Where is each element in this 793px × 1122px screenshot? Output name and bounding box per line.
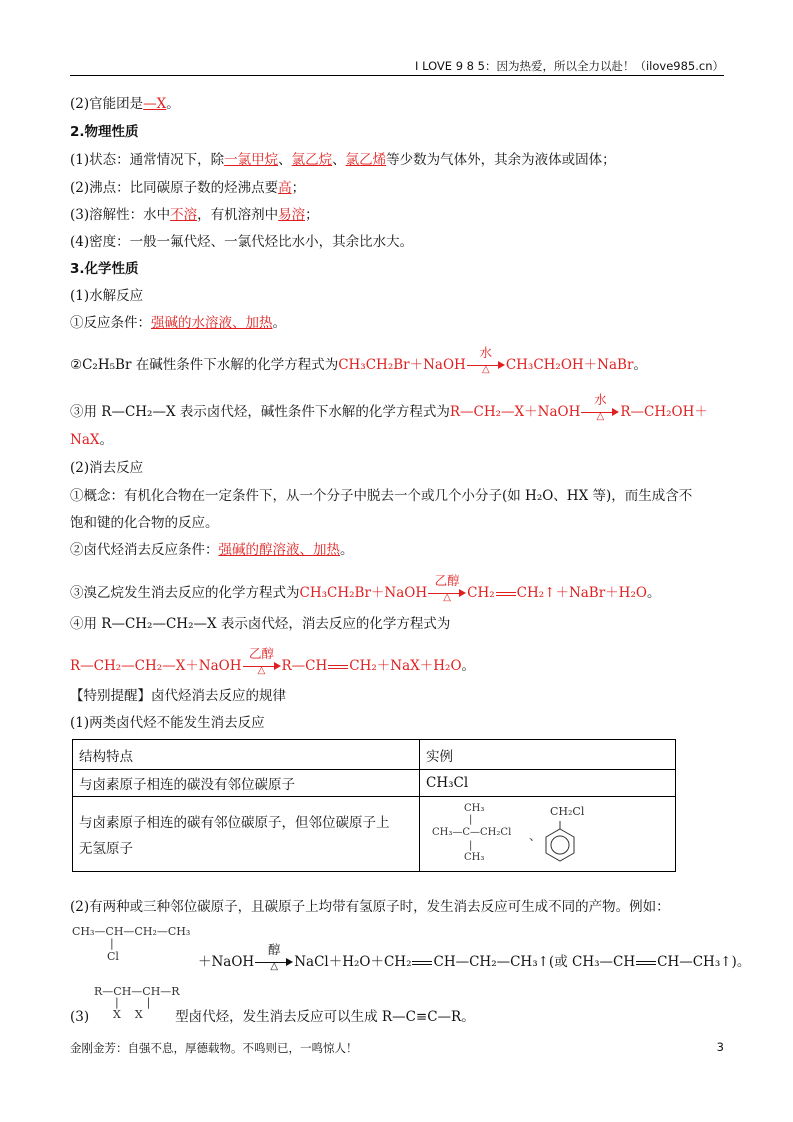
tip-2-equation: ＋NaOH 醇 △ NaCl＋H₂O＋CH₂ CH—CH₂—CH₃↑(或 CH₃—CH CH—CH₃↑)。: [198, 941, 751, 972]
section-chemical-properties-title: 3.化学性质: [70, 261, 139, 277]
elimination-title: (2)消去反应: [70, 460, 144, 476]
elimination-equation-1: ③溴乙烷发生消去反应的化学方程式为CH₃CH₂Br＋NaOH 乙醇 △ CH₂ CH₂↑＋NaBr＋H₂O。: [70, 572, 661, 603]
table-row: [73, 770, 676, 797]
elimination-equation-2-intro: ④用 R—CH₂—CH₂—X 表示卤代烃，消去反应的化学方程式为: [70, 616, 451, 632]
special-tip-title: 【特别提醒】卤代烃消去反应的规律: [70, 688, 286, 704]
page-footer: [70, 1040, 724, 1056]
table-row: [73, 797, 676, 872]
state-line: (1)状态：通常情况下，除一氯甲烷、氯乙烷、氯乙烯等少数为气体外，其余为液体或固体；: [70, 152, 616, 168]
tip-3-structure: R—CH—CH—R: [94, 985, 180, 998]
elimination-condition-line: ②卤代烃消去反应条件：强碱的醇溶液、加热。: [70, 542, 354, 558]
document-page: I LOVE 9 8 5：因为热爱，所以全力以赴！（ilove985.cn） (2)官能团是—X。 2.物理性质 (1)状态：通常情况下，除一氯甲烷、氯乙烷、氯乙烯等少数为气体外，其余为液体或固体； (2)沸点：比同碳原子数的烃沸点要高； (3)溶解性：水中不溶，有机溶剂中易溶； (4)密度：一般一氟代烃、一氯代烃比水小，其余比水大。 3.化学性质 (1)水解反应 ①反应条件：强碱的水溶液、加热。 ②C₂H₅Br 在碱性条件下水解的化学方程式为CH₃CH₂Br＋NaOH 水 △ CH₃CH₂OH＋NaBr。 ③用 R—CH₂—X 表示卤代烃，碱性条件下水解的化学方程式为R—CH₂—X＋NaOH 水 △ R—CH₂OH＋ NaX。 (2)消去反应 ①概念：有机化合物在一定条件下，从一个分子中脱去一个或几个小分子(如 H₂O、HX 等)，而生成含不 饱和键的化合物的反应。 ②卤代烃消去反应条件：强碱的醇溶液、加热。 ③溴乙烷发生消去反应的化学方程式为CH₃CH₂Br＋NaOH 乙醇 △ CH₂ CH₂↑＋NaBr＋H₂O。 ④用 R—CH₂—CH₂—X 表示卤代烃，消去反应的化学方程式为 R—CH₂—CH₂—X＋NaOH 乙醇 △ R—CH CH₂＋NaX＋H₂O。 【特别提醒】卤代烃消去反应的规律 (1)两类卤代烃不能发生消去反应 结构特点 实例 与卤素原子相连的碳没有邻位碳原子 CH₃Cl 与卤素原子相连的碳有邻位碳原子，但邻位碳原子上 无氢原子 CH₃ | CH₃—C—CH₂Cl | CH₃ 、 CH₂Cl (2)有两种或三种邻位碳原子，且碳原子上均带有氢原子时，发生消去反应可生成不同的产物。例如： CH₃—CH—CH₂—CH₃ | Cl ＋NaOH 醇 △ NaCl＋H₂O＋CH₂ CH—CH₂—CH₃↑(或 CH₃—CH CH—CH₃↑)。 R—CH—CH—R | | X X (3) 型卤代烃，发生消去反应可以生成 R—C≡C—R。 金刚金芳：自强不息，厚德载物。不鸣则已，一鸣惊人！ 3: [70, 59, 751, 1055]
tip-2-structure: CH₃—CH—CH₂—CH₃: [72, 925, 191, 938]
table-header: 实例: [420, 740, 676, 770]
density-line: (4)密度：一般一氟代烃、一氯代烃比水小，其余比水大。: [70, 234, 414, 250]
reaction-arrow-icon: 乙醇 △: [428, 587, 466, 601]
hydrolysis-equation-2-cont: NaX。: [70, 432, 113, 448]
hydrolysis-title: (1)水解反应: [70, 288, 144, 304]
table-cell: 与卤素原子相连的碳没有邻位碳原子: [73, 770, 420, 797]
page-header: I LOVE 9 8 5：因为热爱，所以全力以赴！（ilove985.cn）: [415, 59, 724, 73]
reaction-arrow-icon: 水 △: [581, 406, 619, 420]
footer-motto: 金刚金芳：自强不息，厚德载物。不鸣则已，一鸣惊人！: [70, 1041, 358, 1055]
double-bond-icon: [636, 961, 656, 965]
double-bond-icon: [496, 592, 516, 596]
header-divider: [70, 75, 724, 76]
table-cell: CH₃Cl: [420, 770, 676, 797]
hydrolysis-equation-1: ②C₂H₅Br 在碱性条件下水解的化学方程式为CH₃CH₂Br＋NaOH 水 △ CH₃CH₂OH＋NaBr。: [70, 344, 647, 375]
elimination-concept-2: 饱和键的化合物的反应。: [70, 515, 219, 531]
hydrolysis-condition-line: ①反应条件：强碱的水溶液、加热。: [70, 315, 286, 331]
solubility-line: (3)溶解性：水中不溶，有机溶剂中易溶；: [70, 207, 319, 223]
structure-table: [72, 739, 676, 872]
double-bond-icon: [328, 665, 348, 669]
boiling-line: (2)沸点：比同碳原子数的烃沸点要高；: [70, 180, 306, 196]
elimination-concept-1: ①概念：有机化合物在一定条件下，从一个分子中脱去一个或几个小分子(如 H₂O、HX 等)，而生成含不: [70, 488, 693, 504]
table-header-row: [73, 740, 676, 770]
table-cell: CH₃ | CH₃—C—CH₂Cl | CH₃ 、 CH₂Cl: [420, 797, 676, 872]
answer-functional-group: —X: [143, 96, 167, 112]
reaction-arrow-icon: 醇 △: [255, 956, 293, 970]
reaction-arrow-icon: 乙醇 △: [243, 660, 281, 674]
reaction-arrow-icon: 水 △: [467, 359, 505, 373]
tip-3: (3) 型卤代烃，发生消去反应可以生成 R—C≡C—R。: [70, 1009, 475, 1025]
hydrolysis-equation-2: ③用 R—CH₂—X 表示卤代烃，碱性条件下水解的化学方程式为R—CH₂—X＋NaOH 水 △ R—CH₂OH＋: [70, 391, 708, 422]
tip-1: (1)两类卤代烃不能发生消去反应: [70, 715, 265, 731]
table-cell: 与卤素原子相连的碳有邻位碳原子，但邻位碳原子上 无氢原子: [73, 797, 420, 872]
benzene-ring-icon: [542, 821, 578, 865]
section-physical-properties-title: 2.物理性质: [70, 124, 139, 140]
table-header: 结构特点: [73, 740, 420, 770]
page-number: 3: [716, 1040, 724, 1054]
double-bond-icon: [412, 961, 432, 965]
elimination-equation-2: R—CH₂—CH₂—X＋NaOH 乙醇 △ R—CH CH₂＋NaX＋H₂O。: [70, 645, 476, 676]
functional-group-line: (2)官能团是—X。: [70, 96, 180, 112]
tip-2: (2)有两种或三种邻位碳原子，且碳原子上均带有氢原子时，发生消去反应可生成不同的产物。例如：: [70, 899, 670, 915]
